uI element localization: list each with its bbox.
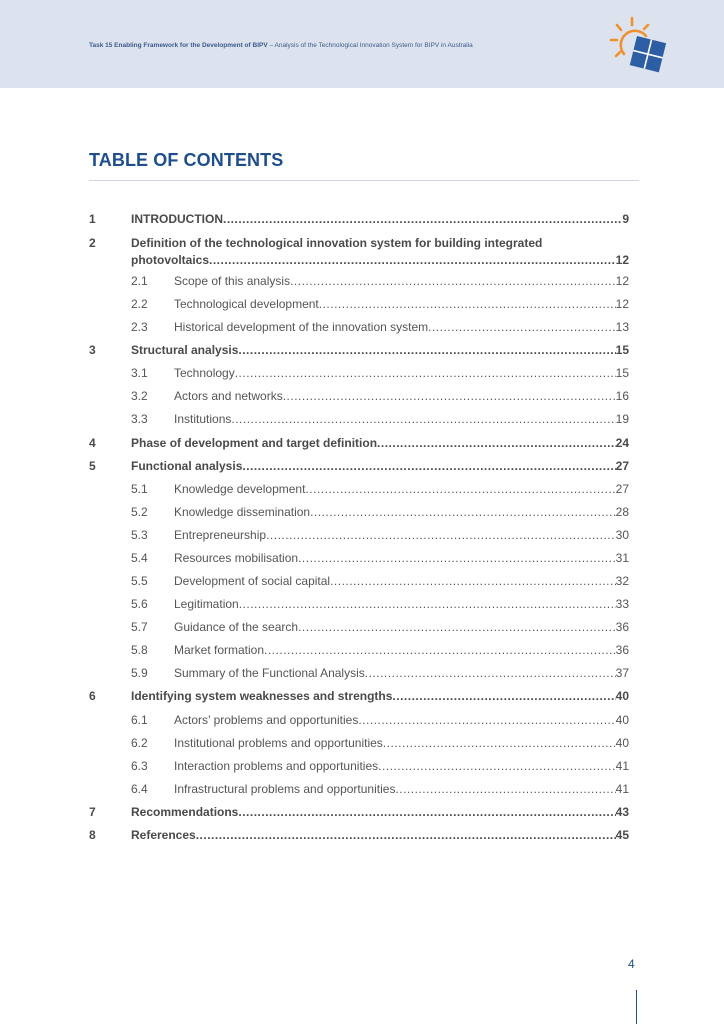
- toc-page: 16: [615, 389, 629, 403]
- toc-page: 9: [622, 212, 629, 226]
- toc-title: Actors and networks: [174, 389, 283, 403]
- toc-page: 24: [615, 436, 629, 450]
- toc-title: INTRODUCTION: [131, 212, 223, 226]
- toc-page: 27: [615, 459, 629, 473]
- toc-page: 12: [615, 253, 629, 267]
- toc-title: Identifying system weaknesses and strengths: [131, 689, 393, 703]
- toc-title-line-1: Definition of the technological innovation system for building integrated: [131, 236, 543, 250]
- toc-page: 36: [615, 620, 629, 634]
- toc-page: 41: [615, 759, 629, 773]
- toc-page: 40: [615, 713, 629, 727]
- page-number: 4: [628, 957, 635, 971]
- toc-title: Development of social capital: [174, 574, 331, 588]
- header-band: [0, 0, 724, 88]
- toc-page: 36: [615, 643, 629, 657]
- toc-title: Scope of this analysis: [174, 274, 291, 288]
- page-title: TABLE OF CONTENTS: [89, 150, 284, 170]
- toc-title: Infrastructural problems and opportunities: [174, 782, 396, 796]
- toc-title: Technology: [174, 366, 235, 380]
- toc-page: 37: [615, 666, 629, 680]
- toc-page: 28: [615, 505, 629, 519]
- toc-page: 33: [615, 597, 629, 611]
- toc-title: Interaction problems and opportunities: [174, 759, 379, 773]
- toc-title: Institutional problems and opportunities: [174, 736, 383, 750]
- toc-title: Structural analysis: [131, 343, 239, 357]
- toc-page: 15: [615, 343, 629, 357]
- toc-page: 41: [615, 782, 629, 796]
- footer-accent-bar: [636, 990, 637, 1024]
- toc-title: Entrepreneurship: [174, 528, 267, 542]
- toc-title: Legitimation: [174, 597, 239, 611]
- title-divider: [89, 180, 639, 181]
- toc-title: Actors’ problems and opportunities: [174, 713, 359, 727]
- toc-title: Guidance of the search: [174, 620, 299, 634]
- toc-page: 13: [615, 320, 629, 334]
- toc-title: References: [131, 828, 196, 842]
- toc-title: Institutions: [174, 412, 232, 426]
- toc-title-line-2: photovoltaics: [131, 253, 210, 267]
- toc-title: Recommendations: [131, 805, 239, 819]
- toc-page: 15: [615, 366, 629, 380]
- toc-title: Phase of development and target definition: [131, 436, 378, 450]
- toc-title: Historical development of the innovation system: [174, 320, 429, 334]
- toc-page: 19: [615, 412, 629, 426]
- toc-title: Summary of the Functional Analysis: [174, 666, 365, 680]
- toc-page: 40: [615, 689, 629, 703]
- toc-page: 12: [615, 274, 629, 288]
- toc-page: 45: [615, 828, 629, 842]
- toc-title: Knowledge dissemination: [174, 505, 311, 519]
- toc-title: Functional analysis: [131, 459, 243, 473]
- toc-page: 31: [615, 551, 629, 565]
- toc-title: Technological development: [174, 297, 319, 311]
- sun-solar-panel-logo-icon: [608, 14, 674, 78]
- toc-page: 32: [615, 574, 629, 588]
- toc-page: 12: [615, 297, 629, 311]
- toc-page: 30: [615, 528, 629, 542]
- toc-title: Knowledge development: [174, 482, 306, 496]
- toc-page: 43: [615, 805, 629, 819]
- toc-title: Market formation: [174, 643, 265, 657]
- toc-title: Resources mobilisation: [174, 551, 299, 565]
- running-header: Task 15 Enabling Framework for the Development of BIPV – Analysis of the Technological Innovation System for BIPV in Australia: [89, 42, 473, 49]
- toc-page: 40: [615, 736, 629, 750]
- toc-page: 27: [615, 482, 629, 496]
